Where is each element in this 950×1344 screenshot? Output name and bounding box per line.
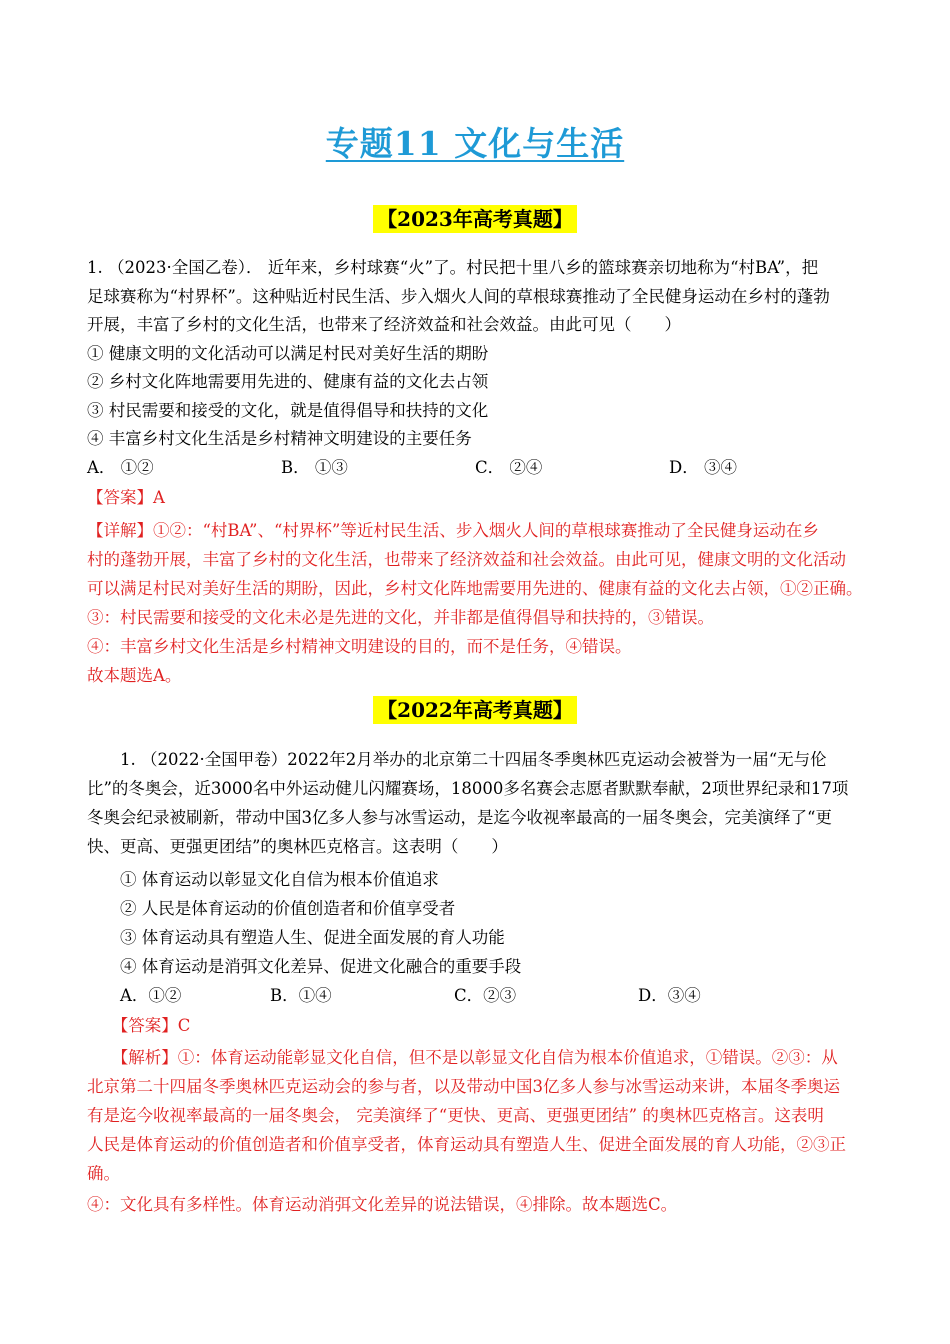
statement: ② 乡村文化阵地需要用先进的、健康有益的文化去占领 (87, 372, 489, 391)
section-heading-2022: 【2022年高考真题】 (0, 694, 950, 723)
option-a: A． ①② (87, 458, 154, 477)
statement: ① 体育运动以彰显文化自信为根本价值追求 (87, 870, 439, 889)
explanation-line: 有是迄今收视率最高的一届冬奥会， 完美演绎了“更快、更高、更强更团结” 的奥林匹克格言。这表明 (87, 1106, 824, 1125)
explanation-line: ④：丰富乡村文化生活是乡村精神文明建设的目的，而不是任务，④错误。 (87, 637, 632, 656)
statement: ② 人民是体育运动的价值创造者和价值享受者 (87, 899, 456, 918)
answer: 【答案】A (87, 488, 165, 507)
statement: ④ 体育运动是消弭文化差异、促进文化融合的重要手段 (87, 957, 522, 976)
explanation-line: ④：文化具有多样性。体育运动消弭文化差异的说法错误，④排除。故本题选C。 (87, 1195, 678, 1214)
question-line: 足球赛称为“村界杯”。这种贴近村民生活、步入烟火人间的草根球赛推动了全民健身运动在乡村的蓬勃 (87, 287, 830, 306)
explanation-line: 村的蓬勃开展，丰富了乡村的文化生活，也带来了经济效益和社会效益。由此可见，健康文明的文化活动 (87, 550, 846, 569)
question-line: 比”的冬奥会，近3000名中外运动健儿闪耀赛场，18000多名赛会志愿者默默奉献，2项世界纪录和17项 (87, 779, 849, 798)
question-line: 1. （2022·全国甲卷）2022年2月举办的北京第二十四届冬季奥林匹克运动会被誉为一届“无与伦 (87, 750, 827, 769)
section-heading-2023: 【2023年高考真题】 (0, 203, 950, 232)
explanation-line: 人民是体育运动的价值创造者和价值享受者，体育运动具有塑造人生、促进全面发展的育人功能，②③正 (87, 1135, 846, 1154)
explanation-line: 【详解】①②：“村BA”、“村界杯”等近村民生活、步入烟火人间的草根球赛推动了全民健身运动在乡 (87, 521, 819, 540)
statement: ① 健康文明的文化活动可以满足村民对美好生活的期盼 (87, 344, 489, 363)
question-line: 快、更高、更强更团结”的奥林匹克格言。这表明（ ） (87, 837, 508, 856)
question-line: 开展，丰富了乡村的文化生活，也带来了经济效益和社会效益。由此可见（ ） (87, 315, 681, 334)
explanation-line: ③：村民需要和接受的文化未必是先进的文化，并非都是值得倡导和扶持的，③错误。 (87, 608, 714, 627)
answer: 【答案】C (87, 1016, 191, 1035)
conclusion: 故本题选A。 (87, 666, 182, 685)
statement: ③ 体育运动具有塑造人生、促进全面发展的育人功能 (87, 928, 505, 947)
option-b: B． ①③ (281, 458, 348, 477)
option-a: A．①② (120, 986, 182, 1005)
explanation-line: 确。 (87, 1164, 120, 1183)
option-b: B．①④ (270, 986, 332, 1005)
explanation-line: 【解析】①：体育运动能彰显文化自信，但不是以彰显文化自信为根本价值追求，①错误。②③：从 (87, 1048, 838, 1067)
option-c: C． ②④ (475, 458, 543, 477)
explanation-line: 北京第二十四届冬季奥林匹克运动会的参与者，以及带动中国3亿多人参与冰雪运动来讲，本届冬季奥运 (87, 1077, 840, 1096)
question-line: 1. （2023·全国乙卷）． 近年来，乡村球赛“火”了。村民把十里八乡的篮球赛亲切地称为“村BA”，把 (87, 258, 819, 277)
explanation-line: 可以满足村民对美好生活的期盼，因此，乡村文化阵地需要用先进的、健康有益的文化去占领，①②正确。 (87, 579, 863, 598)
option-d: D． ③④ (669, 458, 737, 477)
statement: ③ 村民需要和接受的文化，就是值得倡导和扶持的文化 (87, 401, 489, 420)
option-d: D．③④ (638, 986, 701, 1005)
statement: ④ 丰富乡村文化生活是乡村精神文明建设的主要任务 (87, 429, 472, 448)
page-title: 专题11 文化与生活 (325, 124, 625, 163)
question-line: 冬奥会纪录被刷新，带动中国3亿多人参与冰雪运动，是迄今收视率最高的一届冬奥会，完美演绎了“更 (87, 808, 832, 827)
option-c: C．②③ (454, 986, 517, 1005)
